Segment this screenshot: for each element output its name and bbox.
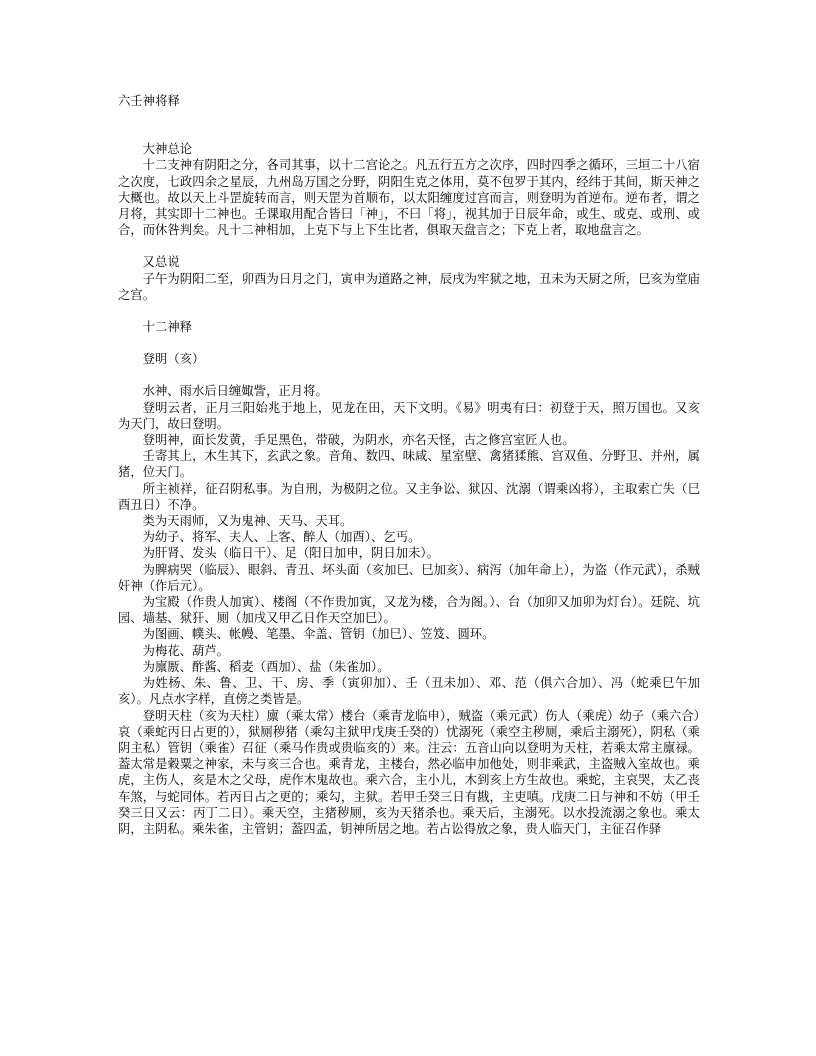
section-heading: 登明（亥）: [142, 352, 205, 367]
section-heading: 大神总论: [142, 142, 193, 157]
section-paragraph: 壬寄其上，木生其下，玄武之象。音角、数四、味咸、星室壁、禽猪猱熊、宫双鱼、分野卫、并州，属猪，位天门。: [118, 449, 700, 480]
section-dashen-zonglun: [118, 141, 700, 238]
section-paragraph: 为梅花、葫芦。: [142, 643, 230, 658]
section-paragraph: 登明云者，正月三阳始兆于地上，见龙在田，天下文明。《易》明夷有曰：初登于天，照万国也。又亥为天门，故曰登明。: [118, 400, 700, 431]
section-paragraph: 登明天柱（亥为天柱）廪（乘太常）楼台（乘青龙临申），贼盗（乘元武）伤人（乘虎）幼子（乘六合）哀（乘蛇丙日占更的），狱厕秽猪（乘勾主狱甲戊庚壬癸的）忧溺死（乘空主秽厕，乘后主溺死），阴私（乘阴主私）管钥（乘雀）召征（乘马作贵或贵临亥的）来。注云：五音山向以登明为天柱，若乘太常主廪禄。葢太常是穀粟之神家，未与亥三合也。乘青龙，主楼台，然必临申加他处，则非乘武，主盗贼入室故也。乘虎，主伤人，亥是木之父母，虎作木鬼故也。乘六合，主小儿，木到亥上方生故也。乘蛇，主哀哭，太乙丧车煞，与蛇同体。若丙日占之更的；乘勾，主狱。若甲壬癸三日有戡，主吏嗔。戊庚二日与神和不妨（甲壬癸三日又云：丙丁二日）。乘天空，主猪秽厕，亥为天猪杀也。乘天后，主溺死。以水投流溺之象也。乘太阴，主阴私。乘朱雀，主管钥；葢四孟，钥神所居之地。若占讼得放之象，贵人临天门，主征召作驿: [118, 708, 700, 836]
section-paragraph: 为脾病哭（临辰）、眼斜、青丑、坏头面（亥加巳、巳加亥）、病泻（加年命上），为盗（作元武），杀贼奸神（作后元）。: [118, 562, 700, 593]
section-paragraph: 为廪厫、酢酱、稻麦（酉加）、盐（朱雀加）。: [142, 659, 390, 674]
section-paragraph: 为肝肾、发头（临日干）、足（阳日加申，阴日加未）。: [142, 546, 439, 561]
section-heading: 又总说: [142, 255, 180, 270]
spacer: [118, 335, 700, 351]
section-you-zongshuo: [118, 254, 700, 303]
spacer: [118, 238, 700, 254]
spacer: [118, 303, 700, 319]
section-paragraph: 类为天雨师，又为鬼神、天马、天耳。: [142, 514, 353, 529]
section-dengming-hai: [118, 351, 700, 837]
section-paragraph: 为姓杨、朱、鲁、卫、干、房、季（寅卯加）、壬（丑未加）、邓、范（俱六合加）、冯（蛇乘巳午加亥）。凡点水字样，直傍之类皆是。: [118, 676, 700, 707]
section-paragraph: 子午为阴阳二至，卯酉为日月之门，寅申为道路之神，辰戌为牢狱之地，丑未为天厨之所，巳亥为堂庙之宫。: [118, 271, 700, 302]
spacer: [118, 367, 700, 383]
spacer: [118, 109, 700, 141]
section-paragraph: 为宝殿（作贵人加寅）、楼阁（不作贵加寅，又龙为楼，合为阁。）、台（加卯又加卯为灯台）。廷院、坑园、墙基、狱犴、厕（加戌又甲乙日作天空加巳）。: [118, 595, 700, 626]
section-shier-shenshi: [118, 319, 700, 335]
section-paragraph: 为幼子、将军、夫人、上客、醉人（加酉）、乞丐。: [142, 530, 421, 545]
section-paragraph: 水神、雨水后日缠娵訾，正月将。: [142, 384, 328, 399]
section-heading: 十二神释: [142, 320, 193, 335]
document-title: 六壬神将释: [118, 94, 180, 108]
section-paragraph: 为图画、幞头、帐幔、笔墨、伞盖、管钥（加巳）、笠笈、圆环。: [142, 627, 495, 642]
section-paragraph: 所主祯祥，征召阴私事。为自刑，为极阴之位。又主争讼、狱囚、沈溺（谓乘凶将），主取索亡失（巳酉丑日）不净。: [118, 481, 700, 512]
section-paragraph: 登明神，面长发黄，手足黑色，带破，为阴水，亦名天怪，古之修宫室匠人也。: [142, 433, 575, 448]
section-paragraph: 十二支神有阴阳之分，各司其事，以十二宫论之。凡五行五方之次序，四时四季之循环，三垣二十八宿之次度，七政四余之星辰，九州岛万国之分野，阴阳生克之体用，莫不包罗于其内，经纬于其间，斯天神之大概也。故以天上斗罡旋转而言，则天罡为首顺布，以太阳缠度过宫而言，则登明为首逆布。逆布者，谓之月将，其实即十二神也。壬课取用配合皆曰「神」，不曰「将」，视其加于日辰年命，或生、或克、或刑、或合，而休咎判矣。凡十二神相加，上克下与上下生比者，俱取天盘言之；下克上者，取地盘言之。: [118, 158, 700, 238]
